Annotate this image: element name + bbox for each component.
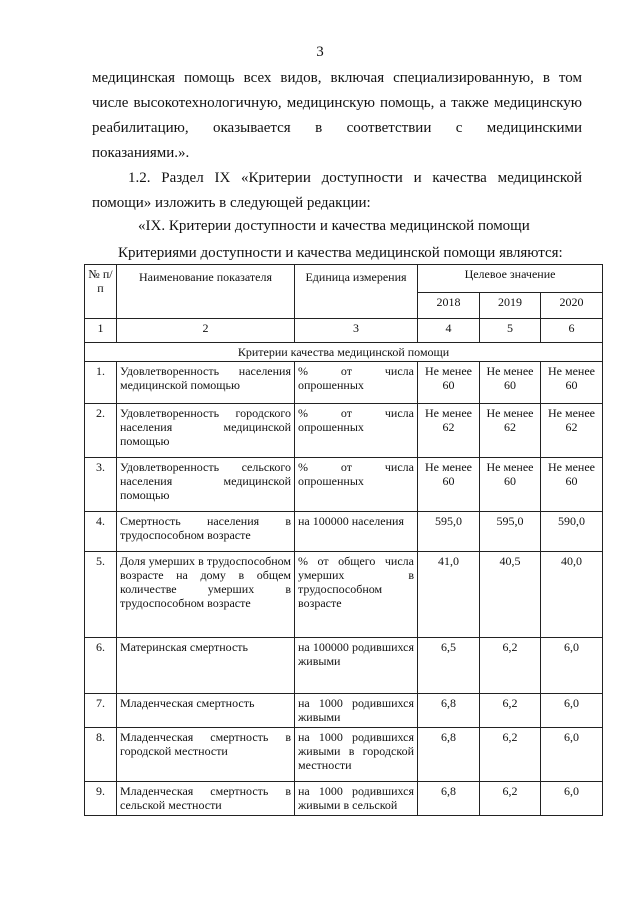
indicator-name: Младенческая смертность в сельской местности xyxy=(117,782,295,816)
value-2019: 6,2 xyxy=(480,638,541,694)
value-2020: 6,0 xyxy=(541,694,603,728)
value-2019: 6,2 xyxy=(480,694,541,728)
unit-of-measure: на 100000 родившихся живыми xyxy=(295,638,418,694)
value-2020: Не менее 60 xyxy=(541,362,603,404)
value-2019: 40,5 xyxy=(480,552,541,638)
section-heading: «IX. Критерии доступности и качества медицинской помощи xyxy=(138,218,530,234)
table-row xyxy=(85,512,603,552)
value-2019: Не менее 60 xyxy=(480,362,541,404)
paragraph-1-line: медицинская помощь всех видов, включая специализированную, в том xyxy=(92,70,582,86)
value-2020: 40,0 xyxy=(541,552,603,638)
table-row xyxy=(85,782,603,816)
indicator-name: Удовлетворенность городского населения медицинской помощью xyxy=(117,404,295,458)
paragraph-2-line: помощи» изложить в следующей редакции: xyxy=(92,195,371,211)
table-row xyxy=(85,458,603,512)
indicator-name: Доля умерших в трудоспособном возрасте на дому в общем количестве умерших в трудоспособном возрасте xyxy=(117,552,295,638)
indicator-name: Младенческая смертность xyxy=(117,694,295,728)
page-number: 3 xyxy=(316,44,324,60)
table-row xyxy=(85,694,603,728)
unit-of-measure: на 1000 родившихся живыми xyxy=(295,694,418,728)
unit-of-measure: % от числа опрошенных xyxy=(295,362,418,404)
header-unit: Единица измерения xyxy=(295,265,418,319)
value-2019: Не менее 60 xyxy=(480,458,541,512)
value-2020: 6,0 xyxy=(541,728,603,782)
unit-of-measure: % от числа опрошенных xyxy=(295,458,418,512)
unit-of-measure: % от числа опрошенных xyxy=(295,404,418,458)
value-2019: Не менее 62 xyxy=(480,404,541,458)
value-2018: 41,0 xyxy=(418,552,480,638)
column-number: 2 xyxy=(117,319,295,343)
value-2020: 590,0 xyxy=(541,512,603,552)
table-row xyxy=(85,362,603,404)
row-number: 9. xyxy=(85,782,117,816)
value-2018: 6,5 xyxy=(418,638,480,694)
table-row xyxy=(85,728,603,782)
table-row xyxy=(85,552,603,638)
paragraph-1-line: показаниями.». xyxy=(92,145,190,161)
paragraph-1-line: реабилитацию, оказывается в соответствии с медицинскими xyxy=(92,120,582,136)
indicator-name: Материнская смертность xyxy=(117,638,295,694)
row-number: 2. xyxy=(85,404,117,458)
value-2020: 6,0 xyxy=(541,638,603,694)
unit-of-measure: на 100000 населения xyxy=(295,512,418,552)
indicator-name: Удовлетворенность населения медицинской помощью xyxy=(117,362,295,404)
header-num: № п/п xyxy=(85,265,117,319)
indicator-name: Смертность населения в трудоспособном возрасте xyxy=(117,512,295,552)
table-row xyxy=(85,404,603,458)
paragraph-2-line: 1.2. Раздел IX «Критерии доступности и качества медицинской xyxy=(128,170,582,186)
value-2019: 6,2 xyxy=(480,782,541,816)
paragraph-1 xyxy=(92,66,582,166)
header-year: 2020 xyxy=(541,293,603,319)
header-name: Наименование показателя xyxy=(117,265,295,319)
header-year: 2019 xyxy=(480,293,541,319)
header-year: 2018 xyxy=(418,293,480,319)
value-2019: 6,2 xyxy=(480,728,541,782)
paragraph-2 xyxy=(92,166,582,216)
row-number: 8. xyxy=(85,728,117,782)
column-number: 6 xyxy=(541,319,603,343)
value-2018: 6,8 xyxy=(418,782,480,816)
row-number: 1. xyxy=(85,362,117,404)
intro-text: Критериями доступности и качества медицинской помощи являются: xyxy=(118,245,563,261)
value-2018: 595,0 xyxy=(418,512,480,552)
indicator-name: Удовлетворенность сельского населения медицинской помощью xyxy=(117,458,295,512)
value-2018: Не менее 60 xyxy=(418,362,480,404)
table-row xyxy=(85,638,603,694)
row-number: 7. xyxy=(85,694,117,728)
value-2018: 6,8 xyxy=(418,728,480,782)
paragraph-1-line: числе высокотехнологичную, медицинскую помощь, а также медицинскую xyxy=(92,95,582,111)
column-number: 4 xyxy=(418,319,480,343)
column-number: 5 xyxy=(480,319,541,343)
unit-of-measure: на 1000 родившихся живыми в сельской xyxy=(295,782,418,816)
row-number: 6. xyxy=(85,638,117,694)
criteria-table xyxy=(84,264,603,816)
row-number: 3. xyxy=(85,458,117,512)
unit-of-measure: на 1000 родившихся живыми в городской местности xyxy=(295,728,418,782)
table-body xyxy=(85,362,603,816)
value-2019: 595,0 xyxy=(480,512,541,552)
column-number: 3 xyxy=(295,319,418,343)
row-number: 5. xyxy=(85,552,117,638)
value-2018: Не менее 60 xyxy=(418,458,480,512)
value-2020: Не менее 60 xyxy=(541,458,603,512)
indicator-name: Младенческая смертность в городской местности xyxy=(117,728,295,782)
value-2018: Не менее 62 xyxy=(418,404,480,458)
section-title: Критерии качества медицинской помощи xyxy=(85,343,603,362)
value-2020: Не менее 62 xyxy=(541,404,603,458)
header-target: Целевое значение xyxy=(418,265,603,293)
row-number: 4. xyxy=(85,512,117,552)
column-number: 1 xyxy=(85,319,117,343)
value-2018: 6,8 xyxy=(418,694,480,728)
value-2020: 6,0 xyxy=(541,782,603,816)
unit-of-measure: % от общего числа умерших в трудоспособном возрасте xyxy=(295,552,418,638)
